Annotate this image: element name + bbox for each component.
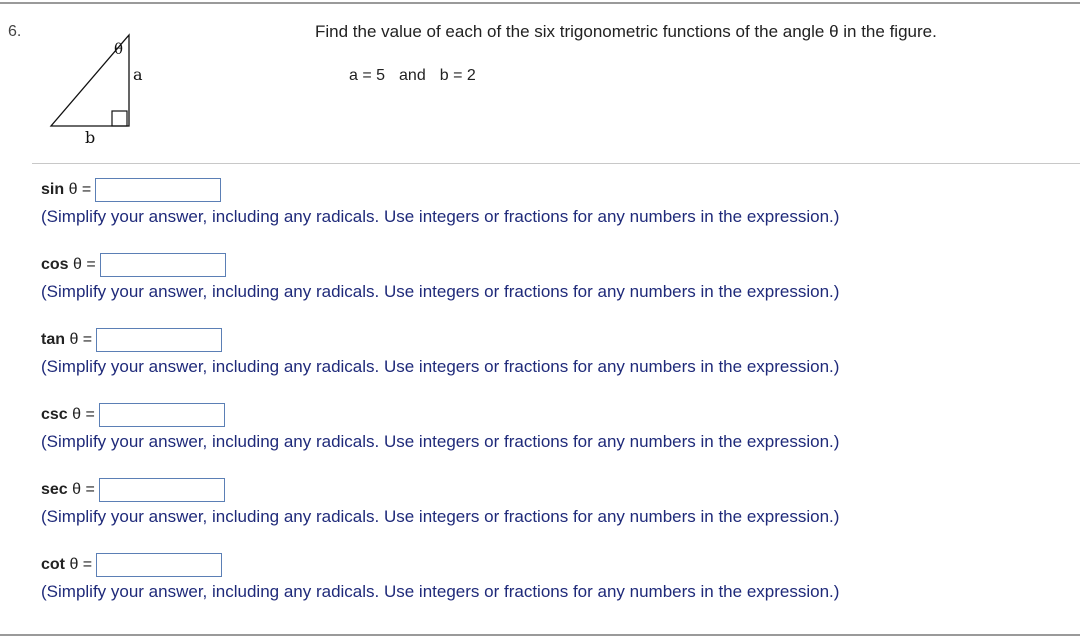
- tan-answer-input[interactable]: [96, 328, 222, 352]
- tan-label: tan θ =: [41, 331, 93, 348]
- bottom-divider: [0, 634, 1080, 636]
- cot-answer-input[interactable]: [96, 553, 222, 577]
- given-a: a = 5: [349, 67, 386, 84]
- cot-answer-block: [41, 550, 839, 602]
- csc-label: csc θ =: [41, 406, 95, 423]
- given-values: [349, 67, 476, 85]
- given-b: b = 2: [439, 67, 476, 84]
- given-connector: and: [399, 67, 426, 84]
- top-divider: [0, 2, 1080, 4]
- section-divider: [32, 163, 1080, 164]
- cos-label: cos θ =: [41, 256, 96, 273]
- sin-label: sin θ =: [41, 181, 92, 198]
- tan-hint: (Simplify your answer, including any radicals. Use integers or fractions for any numbers in the expression.): [41, 357, 840, 376]
- question-prompt: Find the value of each of the six trigonometric functions of the angle θ in the figure.: [315, 22, 937, 41]
- side-b-label: b: [85, 128, 96, 147]
- sec-hint: (Simplify your answer, including any radicals. Use integers or fractions for any numbers in the expression.): [41, 507, 840, 526]
- sin-answer-block: [41, 175, 839, 227]
- sec-answer-block: [41, 475, 839, 527]
- right-angle-marker: [112, 111, 127, 126]
- cos-hint: (Simplify your answer, including any radicals. Use integers or fractions for any numbers in the expression.): [41, 282, 840, 301]
- side-a-label: a: [133, 65, 143, 84]
- sin-hint: (Simplify your answer, including any radicals. Use integers or fractions for any numbers in the expression.): [41, 207, 840, 226]
- cos-answer-block: [41, 250, 839, 302]
- triangle-figure: [40, 28, 150, 153]
- sec-answer-input[interactable]: [99, 478, 225, 502]
- csc-answer-input[interactable]: [99, 403, 225, 427]
- csc-hint: (Simplify your answer, including any radicals. Use integers or fractions for any numbers in the expression.): [41, 432, 840, 451]
- cot-hint: (Simplify your answer, including any radicals. Use integers or fractions for any numbers in the expression.): [41, 582, 840, 601]
- angle-theta-label: θ: [114, 40, 124, 58]
- sin-answer-input[interactable]: [95, 178, 221, 202]
- sec-label: sec θ =: [41, 481, 95, 498]
- cos-answer-input[interactable]: [100, 253, 226, 277]
- csc-answer-block: [41, 400, 839, 452]
- tan-answer-block: [41, 325, 839, 377]
- question-number: 6.: [8, 23, 22, 40]
- cot-label: cot θ =: [41, 556, 93, 573]
